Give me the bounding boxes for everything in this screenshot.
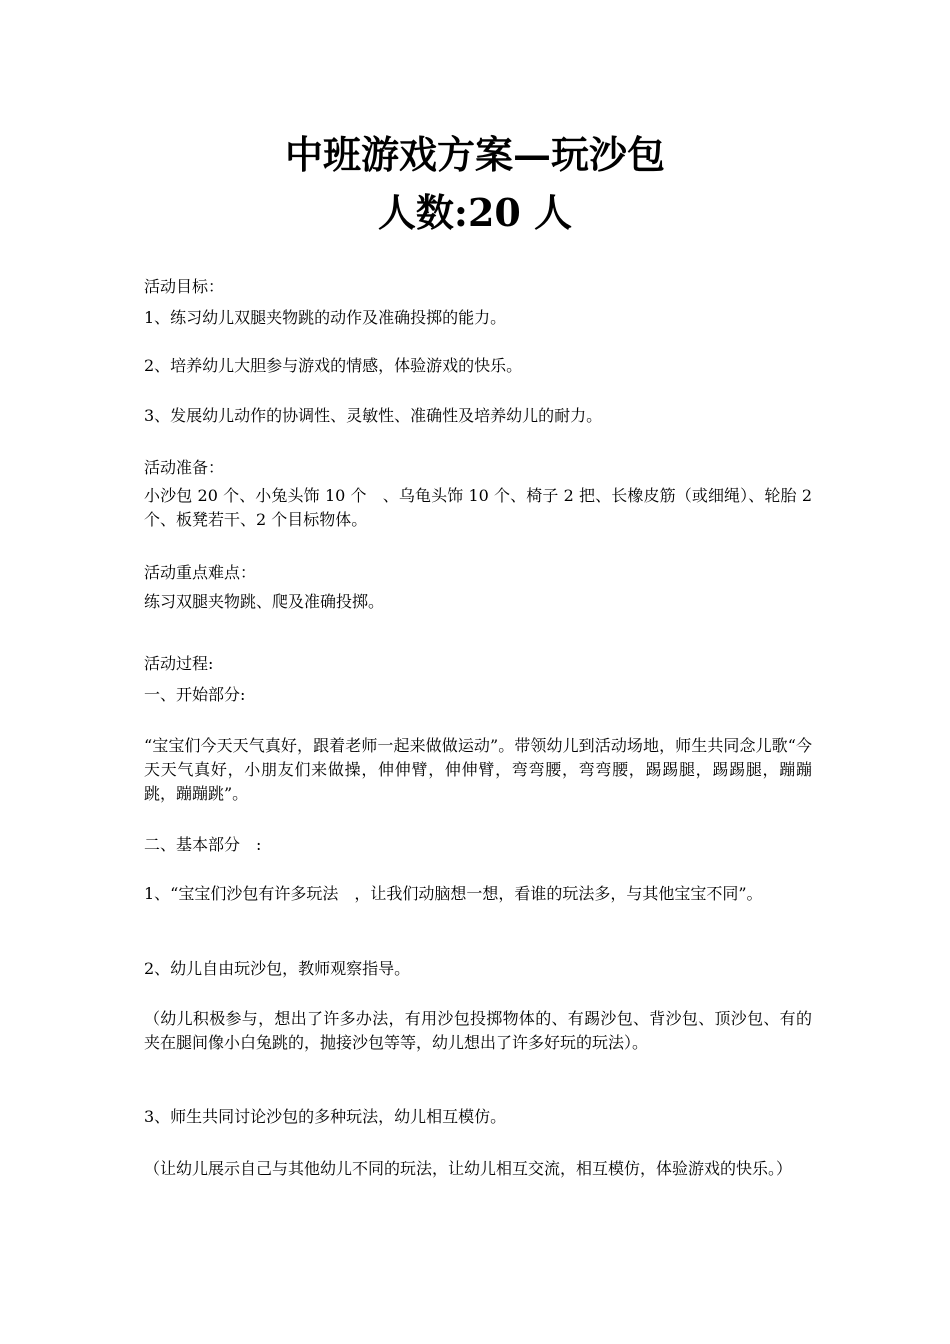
- step2-note: （幼儿积极参与，想出了许多办法，有用沙包投掷物体的、有踢沙包、背沙包、顶沙包、有的夹在腿间像小白兔跳的，抛接沙包等等，幼儿想出了许多好玩的玩法）。: [144, 1009, 812, 1052]
- step3-note: （让幼儿展示自己与其他幼儿不同的玩法，让幼儿相互交流，相互模仿，体验游戏的快乐。）: [144, 1159, 793, 1178]
- keypoint-text: 练习双腿夹物跳、爬及准确投掷。: [144, 592, 385, 611]
- part2-heading: 二、基本部分 :: [144, 835, 262, 854]
- objective-heading: 活动目标：: [144, 277, 225, 296]
- step3-text: 3、师生共同讨论沙包的多种玩法，幼儿相互模仿。: [144, 1107, 507, 1126]
- document-title: 中班游戏方案—玩沙包: [284, 132, 665, 177]
- preparation-text: 小沙包 20 个、小兔头饰 10 个 、乌龟头饰 10 个、椅子 2 把、长橡皮筋（或细绳）、轮胎 2 个、板凳若干、2 个目标物体。: [144, 486, 812, 529]
- step1-text: 1、“宝宝们沙包有许多玩法 ，让我们动脑想一想，看谁的玩法多，与其他宝宝不同”。: [144, 884, 763, 903]
- step2-text: 2、幼儿自由玩沙包，教师观察指导。: [144, 959, 411, 978]
- objective-item-2: 2、培养幼儿大胆参与游戏的情感，体验游戏的快乐。: [144, 356, 523, 375]
- part1-text: “宝宝们今天天气真好，跟着老师一起来做做运动”。带领幼儿到活动场地，师生共同念儿歌“今天天气真好，小朋友们来做操，伸伸臂，伸伸臂，弯弯腰，弯弯腰，踢踢腿，踢踢腿，蹦蹦跳，蹦蹦跳”。: [144, 736, 812, 803]
- participant-count: 人数:20 人: [377, 190, 573, 235]
- keypoint-heading: 活动重点难点：: [144, 563, 257, 582]
- part1-heading: 一、开始部分:: [144, 685, 246, 704]
- preparation-heading: 活动准备：: [144, 458, 225, 477]
- process-heading: 活动过程:: [144, 654, 214, 673]
- objective-item-3: 3、发展幼儿动作的协调性、灵敏性、准确性及培养幼儿的耐力。: [144, 406, 603, 425]
- objective-item-1: 1、练习幼儿双腿夹物跳的动作及准确投掷的能力。: [144, 308, 507, 327]
